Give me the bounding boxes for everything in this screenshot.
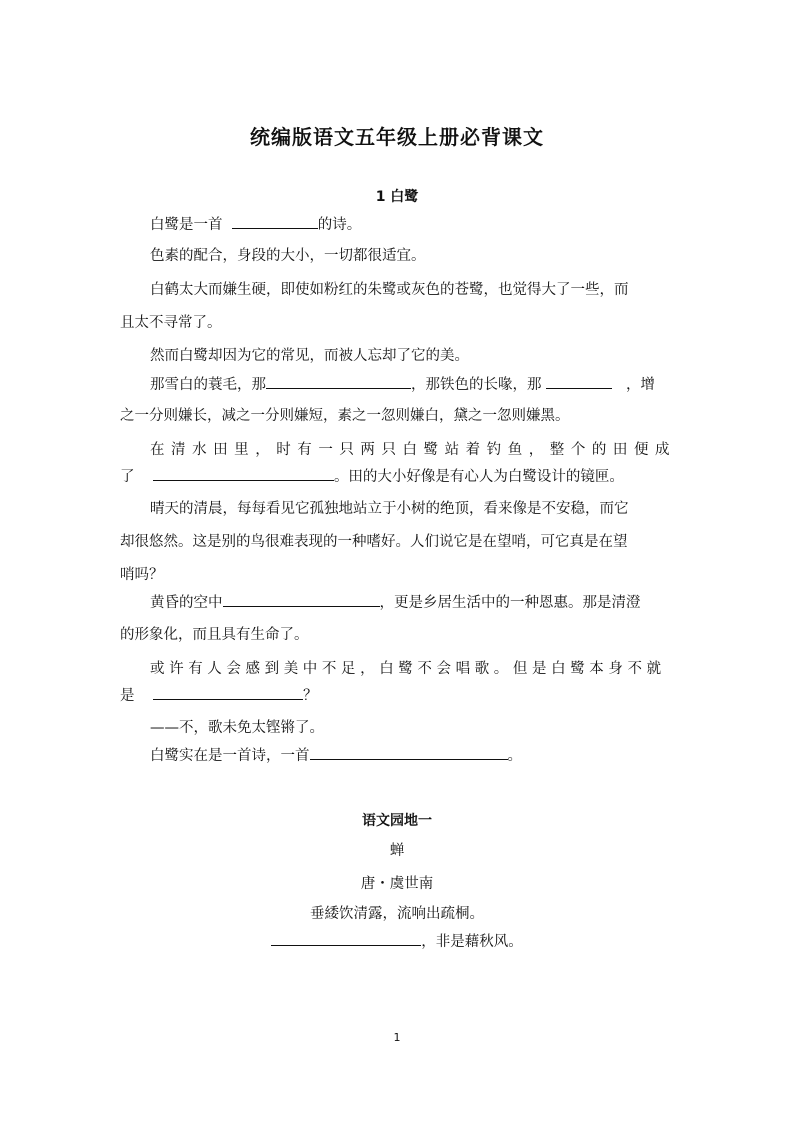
text: 了 [120,469,135,485]
fill-blank[interactable] [266,374,411,389]
fill-blank[interactable] [271,931,421,946]
text: ，更是乡居生活中的一种恩惠。那是清澄 [379,595,641,611]
fill-blank[interactable] [546,374,612,389]
page-title: 统编版语文五年级上册必背课文 [250,125,544,149]
page-number: 1 [393,1031,401,1044]
poem-title: 蝉 [389,843,405,859]
text: 白鹭实在是一首诗，一首 [150,748,310,764]
paragraph-line: 然而白鹭却因为它的常见，而被人忘却了它的美。 [150,348,469,364]
text: 是 [120,688,135,704]
poem-line [0,931,794,952]
paragraph-line: 或许有人会感到美中不足，白鹭不会唱歌。但是白鹭本身不就 [150,661,666,677]
paragraph-line: 白鹤太大而嫌生硬，即使如粉红的朱鹭或灰色的苍鹭，也觉得大了一些，而 [150,282,629,298]
fill-blank[interactable] [153,685,303,700]
paragraph-line: 哨吗？ [120,567,164,583]
fill-blank[interactable] [223,592,380,607]
paragraph-line: ——不，歌未免太铿锵了。 [150,720,324,736]
poem-author: 唐・虞世南 [360,876,434,892]
paragraph-line [120,466,624,487]
section-heading-yuwenyuandi: 语文园地一 [362,813,432,829]
text: 白鹭是一首 [150,217,223,233]
text: ，增 [625,377,655,393]
text: 。 [507,748,522,764]
fill-blank[interactable] [232,214,318,229]
paragraph-line: 的形象化，而且具有生命了。 [120,627,309,643]
text: 。田的大小好像是有心人为白鹭设计的镜匣。 [333,469,624,485]
text: 黄昏的空中 [150,595,223,611]
text: ？ [302,688,318,704]
paragraph-line: 色素的配合，身段的大小，一切都很适宜。 [150,248,426,264]
paragraph-line [120,685,317,706]
paragraph-line: 之一分则嫌长，减之一分则嫌短，素之一忽则嫌白，黛之一忽则嫌黑。 [120,408,570,424]
text: 那雪白的蓑毛，那 [150,377,266,393]
paragraph-line [150,592,641,613]
paragraph-line: 在清水田里，时有一只两只白鹭站着钓鱼，整个的田便成 [150,442,674,458]
text: ，那铁色的长喙，那 [411,377,542,393]
text: 的诗。 [317,217,362,233]
paragraph-line: 晴天的清晨，每每看见它孤独地站立于小树的绝顶，看来像是不安稳，而它 [150,501,629,517]
text: ，非是藉秋风。 [421,934,523,950]
paragraph-line: 且太不寻常了。 [120,315,222,331]
section-heading-bailu: 1 白鹭 [375,189,419,205]
paragraph-line [150,745,522,766]
paragraph-line [150,214,361,235]
fill-blank[interactable] [310,745,508,760]
paragraph-line [150,374,655,395]
fill-blank[interactable] [153,466,334,481]
paragraph-line: 却很悠然。这是别的鸟很难表现的一种嗜好。人们说它是在望哨，可它真是在望 [120,534,628,550]
poem-line: 垂緌饮清露，流响出疏桐。 [310,906,484,922]
